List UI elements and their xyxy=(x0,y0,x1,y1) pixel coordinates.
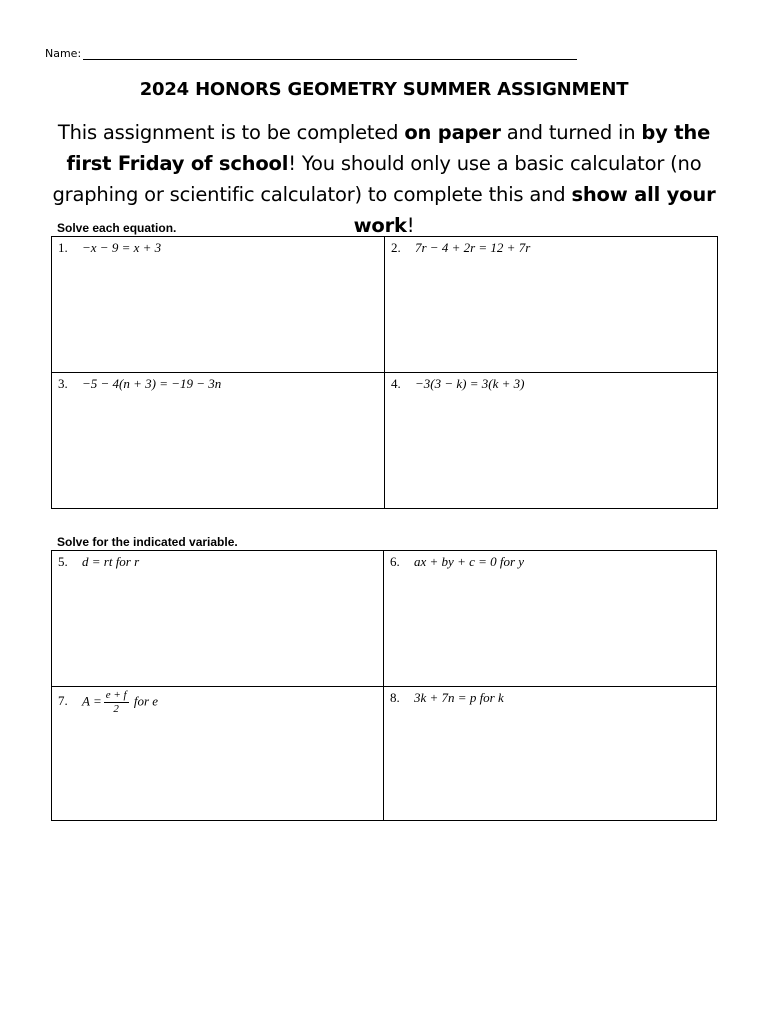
variables-table xyxy=(51,550,717,821)
problem-1-cell[interactable] xyxy=(52,237,385,373)
section1-heading: Solve each equation. xyxy=(57,221,177,235)
problem-equation: ax + by + c = 0 for y xyxy=(414,554,525,569)
intro-text-2: and turned in xyxy=(500,121,642,144)
problem-number: 8. xyxy=(390,690,400,705)
problem-equation: 3k + 7n = p for k xyxy=(414,690,504,705)
intro-bold-1: on paper xyxy=(404,121,501,144)
problem-equation: −x − 9 = x + 3 xyxy=(82,240,162,255)
name-line xyxy=(45,47,577,60)
table-row xyxy=(52,551,717,687)
problem-equation: 7r − 4 + 2r = 12 + 7r xyxy=(415,240,531,255)
table-row xyxy=(52,237,718,373)
table-row xyxy=(52,687,717,821)
equations-table xyxy=(51,236,718,509)
fraction-denominator: 2 xyxy=(113,703,119,715)
problem-equation: d = rt for r xyxy=(82,554,140,569)
problem-lhs: A = xyxy=(82,693,102,709)
fraction-numerator: e + f xyxy=(105,689,127,701)
problem-6-cell[interactable] xyxy=(384,551,717,687)
problem-number: 1. xyxy=(58,240,68,255)
problem-number: 6. xyxy=(390,554,400,569)
name-label: Name: xyxy=(45,47,82,60)
problem-number: 5. xyxy=(58,554,68,569)
fraction xyxy=(104,689,129,716)
problem-7-cell[interactable] xyxy=(52,687,384,821)
problem-rhs: for e xyxy=(133,693,159,709)
problem-5-cell[interactable] xyxy=(52,551,384,687)
page-title: 2024 HONORS GEOMETRY SUMMER ASSIGNMENT xyxy=(139,79,629,100)
section2-heading: Solve for the indicated variable. xyxy=(57,535,238,549)
table-row xyxy=(52,373,718,509)
problem-equation: −5 − 4(n + 3) = −19 − 3n xyxy=(82,376,222,391)
intro-text-1: This assignment is to be completed xyxy=(57,121,405,144)
intro-bold-2: by the first Friday of school xyxy=(66,121,711,175)
problem-number: 2. xyxy=(391,240,401,255)
problem-8-cell[interactable] xyxy=(384,687,717,821)
intro-text-3: ! You should only use a basic calculator (no graphing or scientific calculator) to complete this and xyxy=(52,152,702,206)
problem-3-cell[interactable] xyxy=(52,373,385,509)
problem-number: 4. xyxy=(391,376,401,391)
problem-number: 3. xyxy=(58,376,68,391)
problem-2-cell[interactable] xyxy=(385,237,718,373)
name-blank[interactable] xyxy=(83,47,577,60)
problem-equation: −3(3 − k) = 3(k + 3) xyxy=(415,376,525,391)
intro-bold-3: show all your work xyxy=(353,183,716,237)
intro-text-4: ! xyxy=(406,214,415,237)
problem-4-cell[interactable] xyxy=(385,373,718,509)
problem-number: 7. xyxy=(58,693,68,709)
